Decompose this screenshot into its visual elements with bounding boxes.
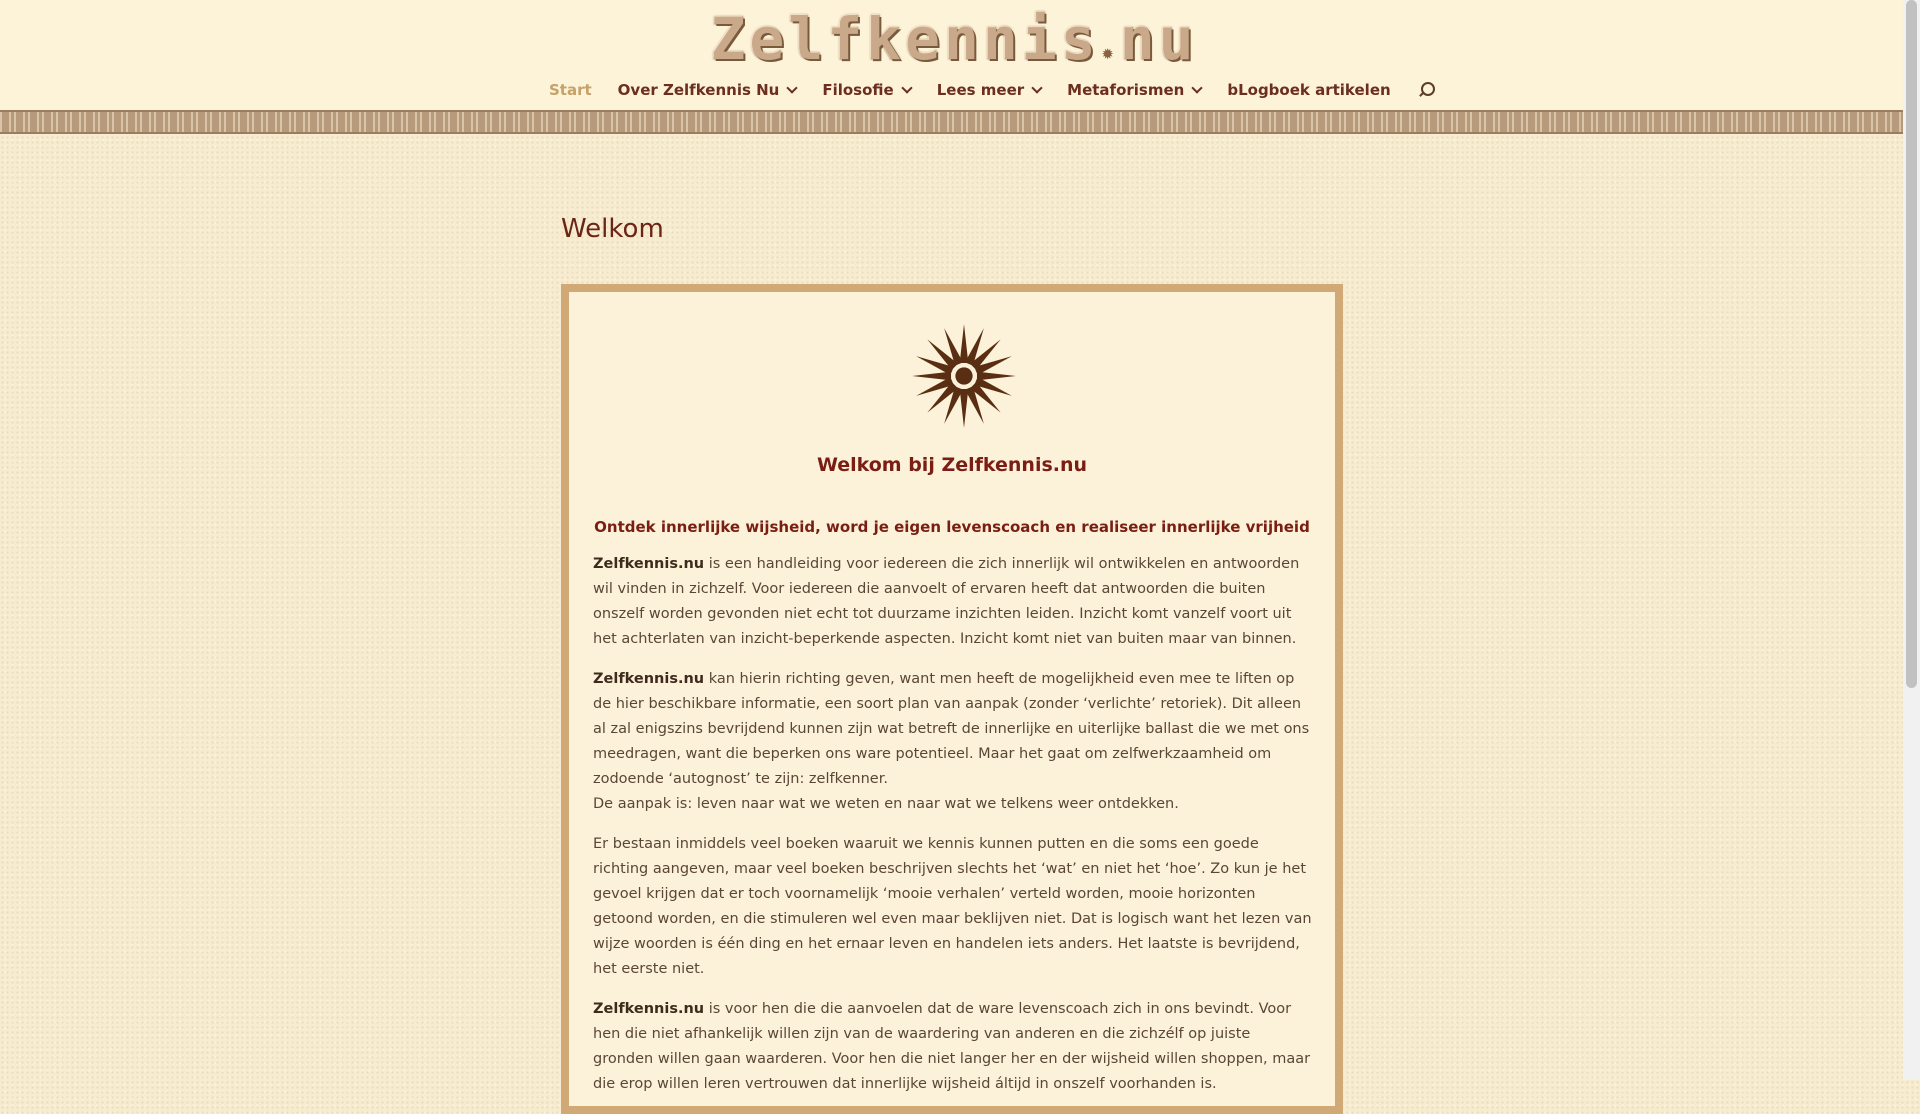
- scrollbar-thumb[interactable]: [1906, 0, 1917, 688]
- paragraph-text: Er bestaan inmiddels veel boeken waaruit we kennis kunnen putten en die soms een goede richting aangeven, maar veel boeken beschrijven slechts het ‘wat’ en niet het ‘hoe’. Zo kun je het gevoel krijgen dat er toch voornamelijk ‘mooie verhalen’ verteld worden, mooie horizonten getoond worden, en die stimuleren wel even maar beklijven niet. Dat is logisch want het lezen van wijze woorden is één ding en het ernaar leven en handelen iets anders. Het laatste is bevrijdend, het eerste niet.: [593, 836, 1312, 977]
- page-title: Welkom: [561, 214, 664, 244]
- paragraph-text: is voor hen die die aanvoelen dat de ware levenscoach zich in ons bevindt. Voor hen die niet afhankelijk willen zijn van de waardering van anderen en die zichzélf op juiste gronden willen gaan waarderen. Voor hen die niet langer her en der wijsheid willen shoppen, maar die erop willen leren vertrouwen dat innerlijke wijsheid áltijd in onszelf voorhanden is.: [593, 1001, 1311, 1092]
- nav-item-lees-meer[interactable]: [937, 81, 1041, 99]
- tagline: Ontdek innerlijke wijsheid, word je eigen levenscoach en realiseer innerlijke vrijheid: [594, 518, 1310, 536]
- nav-item-start[interactable]: [549, 81, 592, 99]
- nav-item-over-zelfkennis-nu[interactable]: [618, 81, 797, 99]
- main-nav: [549, 78, 1435, 102]
- chevron-down-icon: [1031, 82, 1042, 93]
- paragraph: [593, 832, 1313, 982]
- nav-item-blogboek-artikelen[interactable]: [1227, 81, 1390, 99]
- site-header: [0, 0, 1903, 110]
- logo-sun-icon: ✹: [1101, 40, 1118, 64]
- paragraph: [593, 997, 1313, 1097]
- logo-tld: nu: [1119, 5, 1198, 73]
- welcome-panel: [561, 284, 1343, 1114]
- chevron-down-icon: [901, 82, 912, 93]
- brand-name: Zelfkennis.nu: [593, 1001, 705, 1017]
- paragraph: [593, 667, 1313, 817]
- brand-name: Zelfkennis.nu: [593, 671, 705, 687]
- paragraph: [593, 552, 1313, 652]
- nav-item-label: Lees meer: [936, 81, 1025, 99]
- decorative-border-strip: [0, 110, 1903, 134]
- vertical-scrollbar[interactable]: [1903, 0, 1920, 1080]
- nav-item-label: bLogboek artikelen: [1227, 81, 1391, 99]
- nav-item-label: Over Zelfkennis Nu: [617, 81, 780, 99]
- paragraph-text: De aanpak is: leven naar wat we weten en naar wat we telkens weer ontdekken.: [593, 796, 1179, 812]
- brand-name: Zelfkennis.nu: [593, 556, 705, 572]
- nav-item-label: Metaforismen: [1067, 81, 1185, 99]
- site-logo[interactable]: [668, 5, 1240, 73]
- nav-item-label: Filosofie: [822, 81, 894, 99]
- intro-text: [593, 552, 1313, 1112]
- chevron-down-icon: [787, 82, 798, 93]
- welcome-heading: Welkom bij Zelfkennis.nu: [816, 454, 1088, 476]
- paragraph-text: is een handleiding voor iedereen die zich innerlijk wil ontwikkelen en antwoorden wil vinden in zichzelf. Voor iedereen die aanvoelt of ervaren heeft dat antwoorden die buiten onszelf worden gevonden niet echt tot duurzame inzichten leiden. Inzicht komt vanzelf voort uit het achterlaten van inzicht-beperkende aspecten. Inzicht komt niet van buiten maar van binnen.: [593, 556, 1300, 647]
- nav-item-label: Start: [549, 81, 592, 99]
- search-icon[interactable]: [1417, 81, 1435, 99]
- nav-item-filosofie[interactable]: [822, 81, 910, 99]
- nav-item-metaforismen[interactable]: [1067, 81, 1201, 99]
- chevron-down-icon: [1192, 82, 1203, 93]
- sun-emblem-icon: [910, 322, 1018, 430]
- logo-text: Zelfkennis: [710, 5, 1100, 73]
- paragraph-text: kan hierin richting geven, want men heeft de mogelijkheid even mee te liften op de hier beschikbare informatie, een soort plan van aanpak (zonder ‘verlichte’ retoriek). Dit alleen al zal enigszins bevrijdend kunnen zijn wat betreft de innerlijke en uiterlijke ballast die we met ons meedragen, want die beperken ons ware potentieel. Maar het gaat om zelfwerkzaamheid om zodoende ‘autognost’ te zijn: zelfkenner.: [593, 671, 1310, 787]
